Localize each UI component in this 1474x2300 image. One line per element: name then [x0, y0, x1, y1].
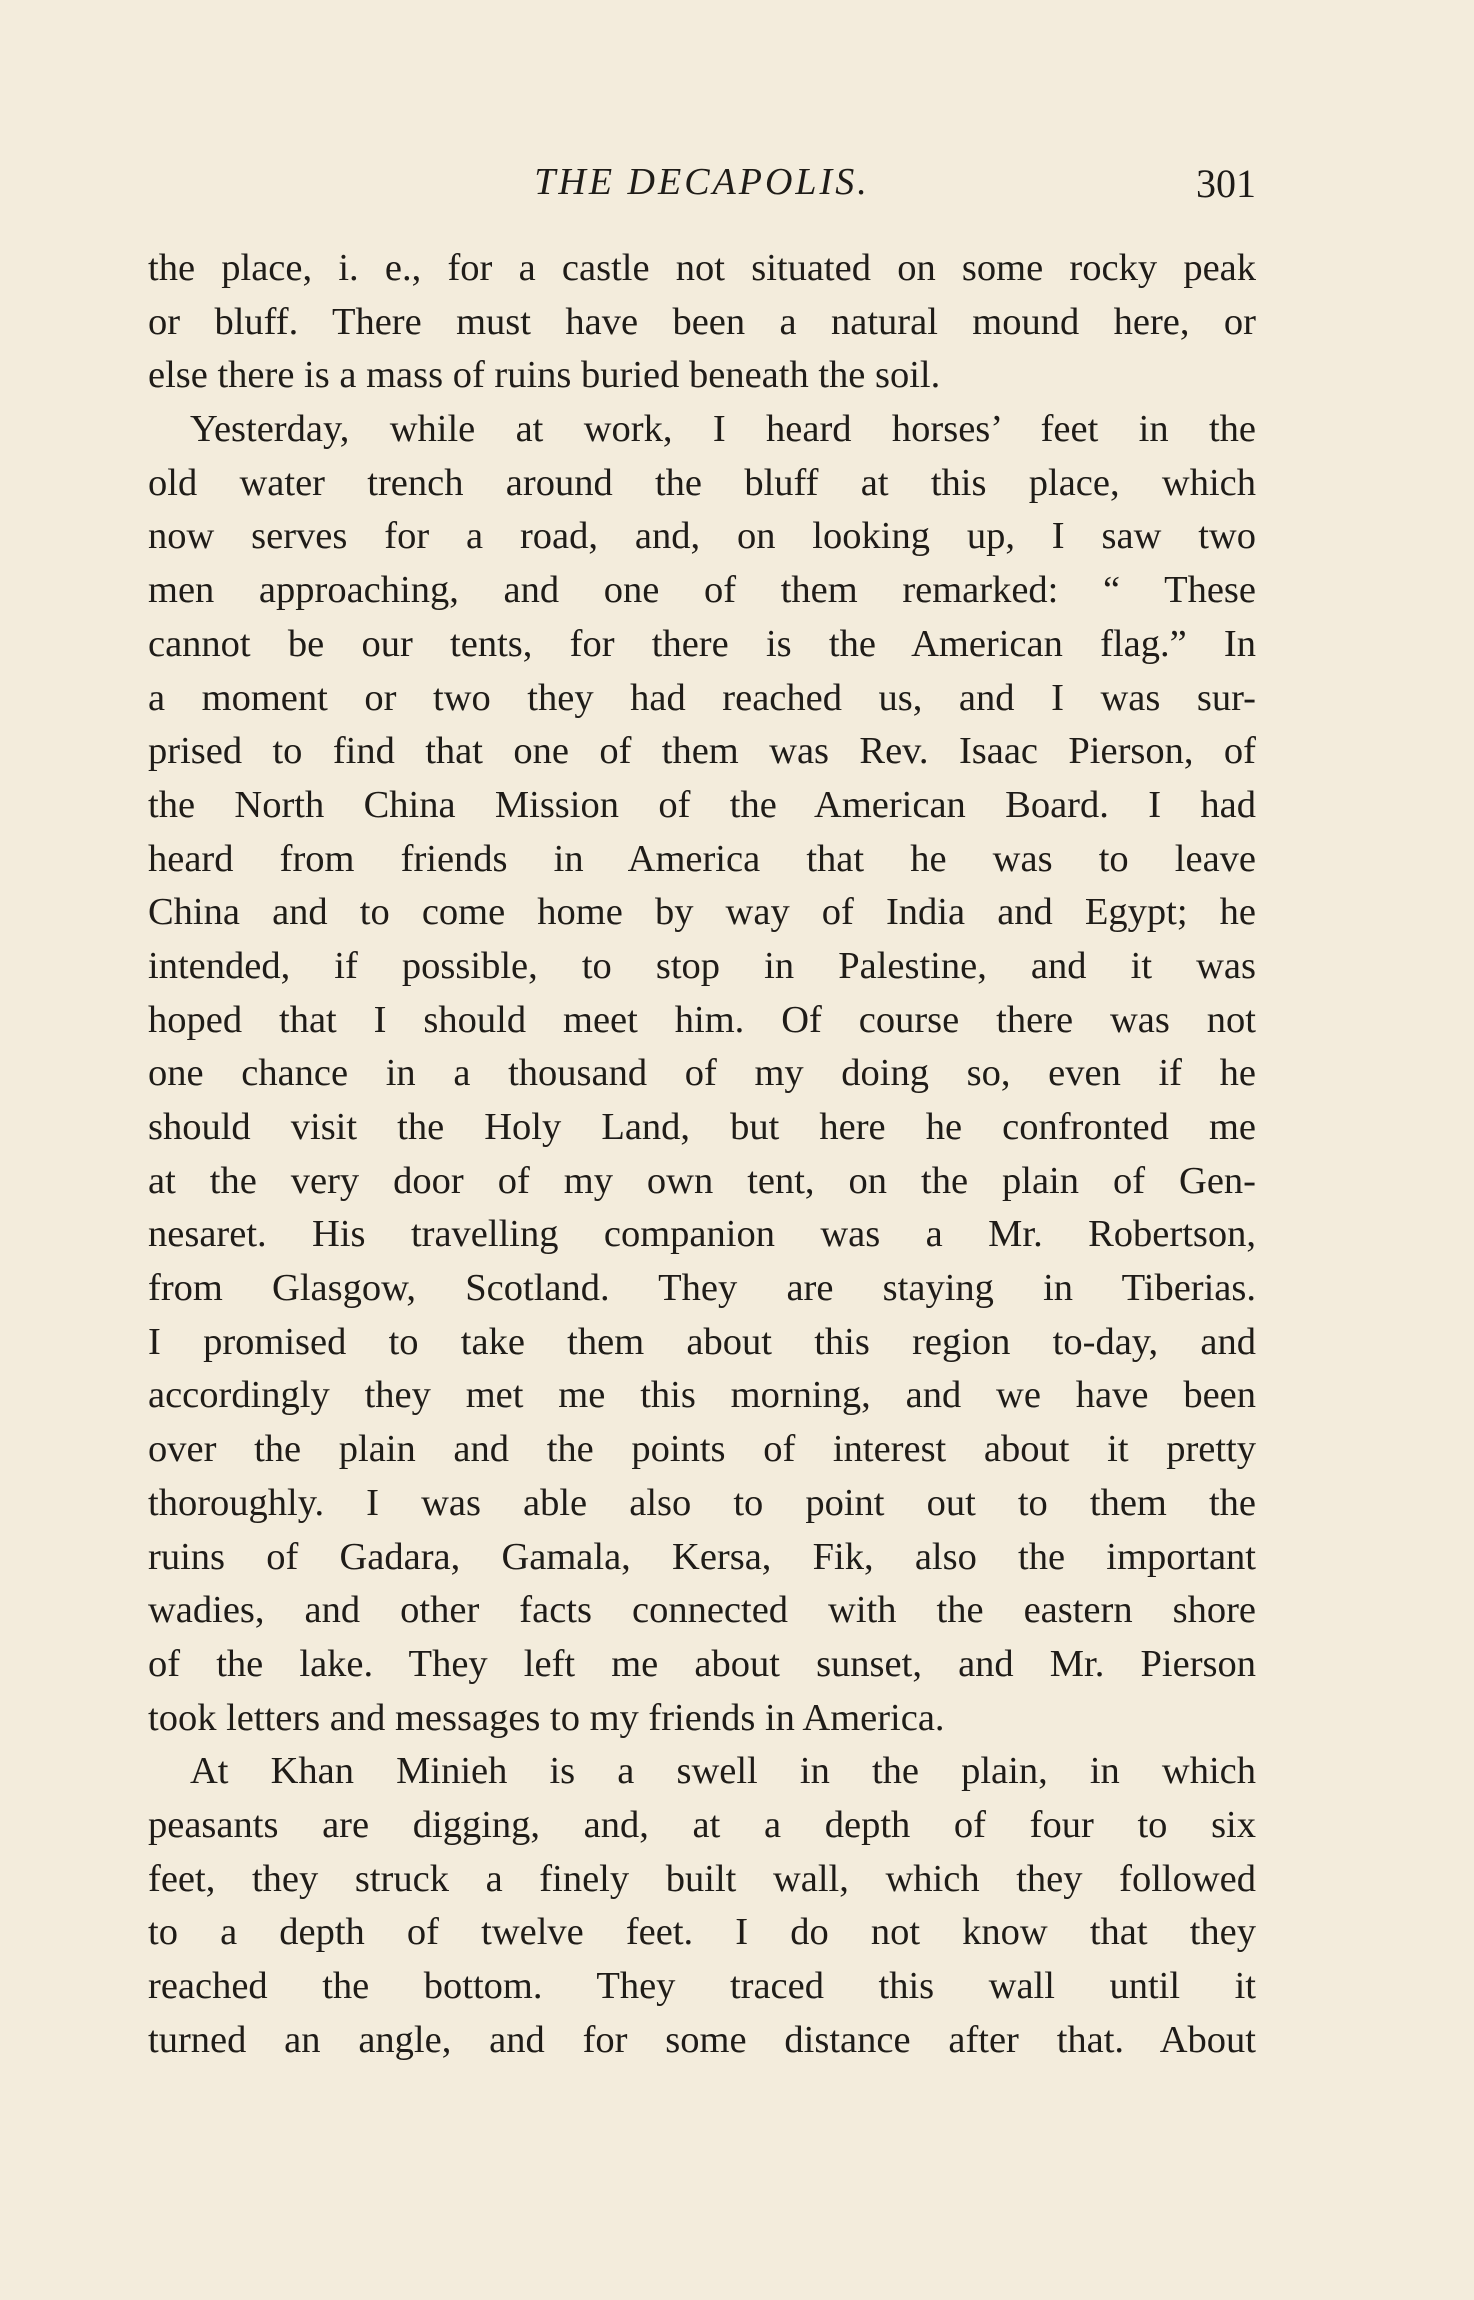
- text-line: a moment or two they had reached us, and I was sur-: [148, 676, 1256, 719]
- text-line: over the plain and the points of interest about it pretty: [148, 1428, 1256, 1471]
- text-line: ruins of Gadara, Gamala, Kersa, Fik, also the important: [148, 1535, 1256, 1578]
- body-text: [148, 242, 1256, 2067]
- text-line: accordingly they met me this morning, and we have been: [148, 1374, 1256, 1417]
- text-line: should visit the Holy Land, but here he confronted me: [148, 1106, 1256, 1148]
- text-line: old water trench around the bluff at this place, which: [148, 461, 1256, 504]
- text-line: cannot be our tents, for there is the American flag.” In: [148, 622, 1256, 665]
- text-line: the place, i. e., for a castle not situated on some rocky peak: [148, 247, 1256, 289]
- running-title: THE DECAPOLIS.: [534, 161, 870, 203]
- text-line: peasants are digging, and, at a depth of four to six: [148, 1803, 1256, 1846]
- text-line: feet, they struck a finely built wall, which they followed: [148, 1857, 1256, 1900]
- text-line: Yesterday, while at work, I heard horses’ feet in the: [190, 408, 1256, 451]
- text-line: one chance in a thousand of my doing so, even if he: [148, 1052, 1256, 1095]
- text-line: now serves for a road, and, on looking up, I saw two: [148, 515, 1256, 558]
- text-line: the North China Mission of the American Board. I had: [148, 783, 1256, 826]
- text-line: or bluff. There must have been a natural mound here, or: [148, 300, 1256, 343]
- text-line: to a depth of twelve feet. I do not know that they: [148, 1911, 1256, 1954]
- text-line: nesaret. His travelling companion was a Mr. Robertson,: [148, 1213, 1256, 1256]
- page-header: [148, 160, 1256, 220]
- text-line: prised to find that one of them was Rev. Isaac Pierson, of: [148, 730, 1256, 773]
- text-line: At Khan Minieh is a swell in the plain, in which: [190, 1750, 1256, 1793]
- text-line: I promised to take them about this region to-day, and: [148, 1320, 1256, 1363]
- page-number: 301: [1196, 161, 1256, 206]
- text-line: reached the bottom. They traced this wall until it: [148, 1965, 1256, 2007]
- text-line: China and to come home by way of India and Egypt; he: [148, 891, 1256, 934]
- text-line: of the lake. They left me about sunset, and Mr. Pierson: [148, 1642, 1256, 1685]
- text-line: intended, if possible, to stop in Palestine, and it was: [148, 944, 1256, 987]
- text-line: heard from friends in America that he was to leave: [148, 837, 1256, 880]
- text-line: else there is a mass of ruins buried beneath the soil.: [148, 354, 941, 397]
- text-line: wadies, and other facts connected with the eastern shore: [148, 1589, 1256, 1632]
- text-line: from Glasgow, Scotland. They are staying in Tiberias.: [148, 1267, 1256, 1310]
- text-line: turned an angle, and for some distance after that. About: [148, 2018, 1256, 2061]
- text-line: thoroughly. I was able also to point out to them the: [148, 1481, 1256, 1524]
- text-line: at the very door of my own tent, on the plain of Gen-: [148, 1159, 1256, 1202]
- text-line: took letters and messages to my friends in America.: [148, 1696, 945, 1739]
- text-line: hoped that I should meet him. Of course there was not: [148, 998, 1256, 1041]
- text-line: men approaching, and one of them remarked: “ These: [148, 569, 1256, 612]
